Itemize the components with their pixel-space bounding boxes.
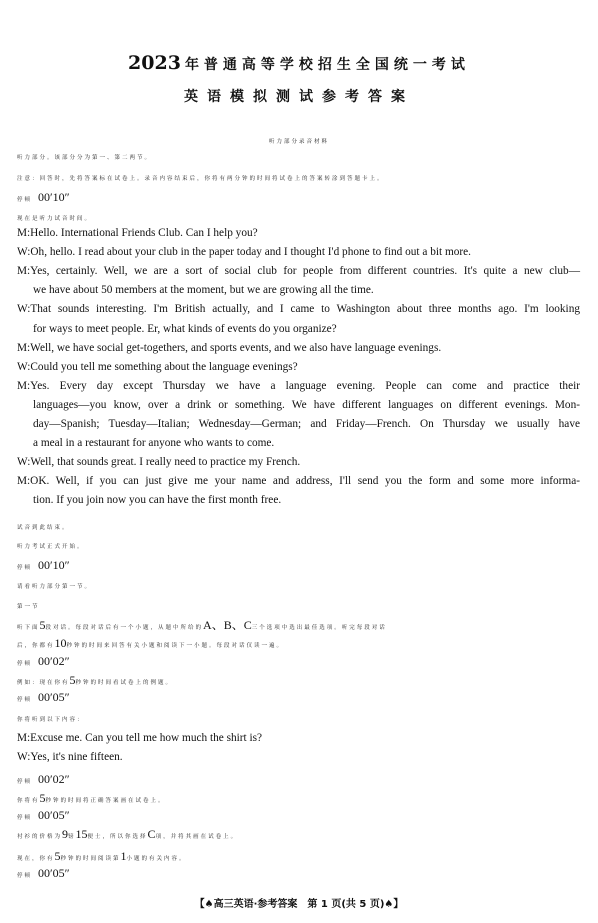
exam-year: 2023 (128, 52, 181, 74)
text-run: 秒钟的时间来回答有关小题和阅读下一小题。每段对话仅读一遍。 (66, 643, 285, 649)
trial-intro: 现在是听力试音时间。 (17, 216, 93, 222)
text-run: 你将有 (17, 798, 40, 804)
text-run: 段对话。每段对话后有一个小题，从题中所给的 (45, 625, 204, 631)
text-run: 秒钟的时间看试卷上的例题。 (75, 680, 174, 686)
reading-instruction (17, 849, 187, 864)
answer-instruction (17, 791, 166, 806)
text-run: 秒钟的时间将正确答案画在试卷上。 (45, 798, 166, 804)
page-footer: 【♠高三英语·参考答案 第 1 页(共 5 页)♠】 (194, 899, 404, 910)
example-line-w: W:Yes, it's nine fifteen. (17, 751, 123, 763)
pause-line (17, 866, 70, 881)
text-run: 便士，所以你选择 (87, 834, 148, 840)
price-explanation (17, 827, 238, 842)
dialogue-line: W:Oh, hello. I read about your club in the paper today and I thought I'd phone to find out a bit more. (17, 246, 472, 259)
section-title: 听力部分录音材料 (268, 139, 329, 145)
text-run: 小题的有关内容。 (126, 856, 187, 862)
number-run: 5 (39, 791, 46, 805)
dialogue-line: W:Well, that sounds great. I really need to practice my French. (17, 456, 301, 469)
pause-time: 00′05″ (38, 808, 70, 822)
dialogue-line: we have about 50 members at the moment, but we are growing all the time. (33, 284, 374, 297)
pause-label: 停顿 (17, 197, 33, 203)
exam-subtitle: 英语模拟测试参考答案 (184, 89, 414, 105)
dialogue-line: tion. If you join now you can have the first month free. (33, 494, 282, 507)
pause-label: 停顿 (17, 815, 33, 821)
text-run: 衬衫的价格为 (17, 834, 63, 840)
pause-line (17, 772, 70, 787)
text-run: 后，你都有 (17, 643, 55, 649)
pause-line (17, 190, 70, 205)
directions-line-1 (17, 616, 387, 633)
note-instruction: 注意：回答时，先将答案标在试卷上。录音内容结束后，你将有两分钟的时间将试卷上的答案转涂到答题卡上。 (17, 176, 385, 182)
pause-time: 00′10″ (38, 190, 70, 204)
pause-time: 00′05″ (38, 690, 70, 704)
dialogue-line: W:Could you tell me something about the language evenings? (17, 360, 298, 373)
dialogue-line: languages—you know, over a drink or something. We have different languages on different evenings. Mon- (33, 398, 580, 411)
number-run: 5 (54, 849, 61, 863)
number-run: 5 (69, 673, 76, 687)
number-run: 9 (62, 827, 69, 841)
pause-label: 停顿 (17, 697, 33, 703)
pause-time: 00′02″ (38, 772, 70, 786)
listen-prompt: 你将听到以下内容： (17, 717, 85, 723)
text-run: 听下面 (17, 625, 40, 631)
pause-line (17, 654, 70, 669)
pause-label: 停顿 (17, 661, 33, 667)
pause-time: 00′10″ (38, 558, 70, 572)
text-run: 现在，你有 (17, 856, 55, 862)
dialogue-line: W:That sounds interesting. I'm British actually, and I came to Washington about three months ago. I'm looking (17, 303, 580, 316)
example-instruction (17, 673, 173, 688)
pause-time: 00′05″ (38, 866, 70, 880)
dialogue-line: for ways to meet people. Er, what kinds of events do you organize? (33, 322, 337, 335)
part1-prompt: 请看听力部分第一节。 (17, 584, 93, 590)
exam-title (0, 52, 598, 74)
pause-line (17, 808, 70, 823)
exam-title-text: 年普通高等学校招生全国统一考试 (184, 57, 470, 73)
text-run: 项，并将其画在试卷上。 (155, 834, 239, 840)
dialogue-line: day—Spanish; Tuesday—Italian; Wednesday—German; and Friday—French. On Thursday we usually have (33, 418, 580, 430)
number-run: 15 (75, 827, 88, 841)
number-run: 1 (120, 849, 127, 863)
dialogue-line: M:OK. Well, if you can just give me your name and address, I'll send you the form and some more informa- (17, 475, 580, 488)
dialogue-line: M:Hello. International Friends Club. Can I help you? (17, 227, 258, 239)
text-run: 例如：现在你有 (17, 680, 70, 686)
choice-run: C (147, 827, 156, 841)
dialogue-line: a meal in a restaurant for anyone who wants to come. (33, 437, 275, 450)
part1-heading: 第一节 (17, 604, 40, 610)
pause-line (17, 690, 70, 705)
number-run: 10 (54, 636, 67, 650)
dialogue-line: M:Yes, certainly. Well, we are a sort of social club for people from different countries. It's quite a new club— (17, 265, 580, 278)
directions-line-2 (17, 636, 284, 651)
text-run: 三个选项中选出最佳选项。听完每段对话 (251, 625, 387, 631)
text-run: 秒钟的时间阅读第 (60, 856, 121, 862)
pause-label: 停顿 (17, 779, 33, 785)
dialogue-line: M:Yes. Every day except Thursday we have a language evening. People can come and practice their (17, 379, 580, 392)
dialogue-line: M:Well, we have social get-togethers, and sports events, and we also have language evenings. (17, 341, 442, 354)
options-run: A、B、C (203, 618, 252, 632)
pause-label: 停顿 (17, 873, 33, 879)
pause-label: 停顿 (17, 565, 33, 571)
pause-line (17, 558, 70, 573)
text-run: 镑 (68, 834, 76, 840)
pause-time: 00′02″ (38, 654, 70, 668)
trial-end: 试音到此结束。 (17, 525, 70, 531)
intro-instruction: 听力部分。该部分分为第一、第二两节。 (17, 155, 153, 161)
number-run: 5 (39, 618, 46, 632)
example-line-m: M:Excuse me. Can you tell me how much the shirt is? (17, 732, 263, 744)
test-start: 听力考试正式开始。 (17, 544, 85, 550)
